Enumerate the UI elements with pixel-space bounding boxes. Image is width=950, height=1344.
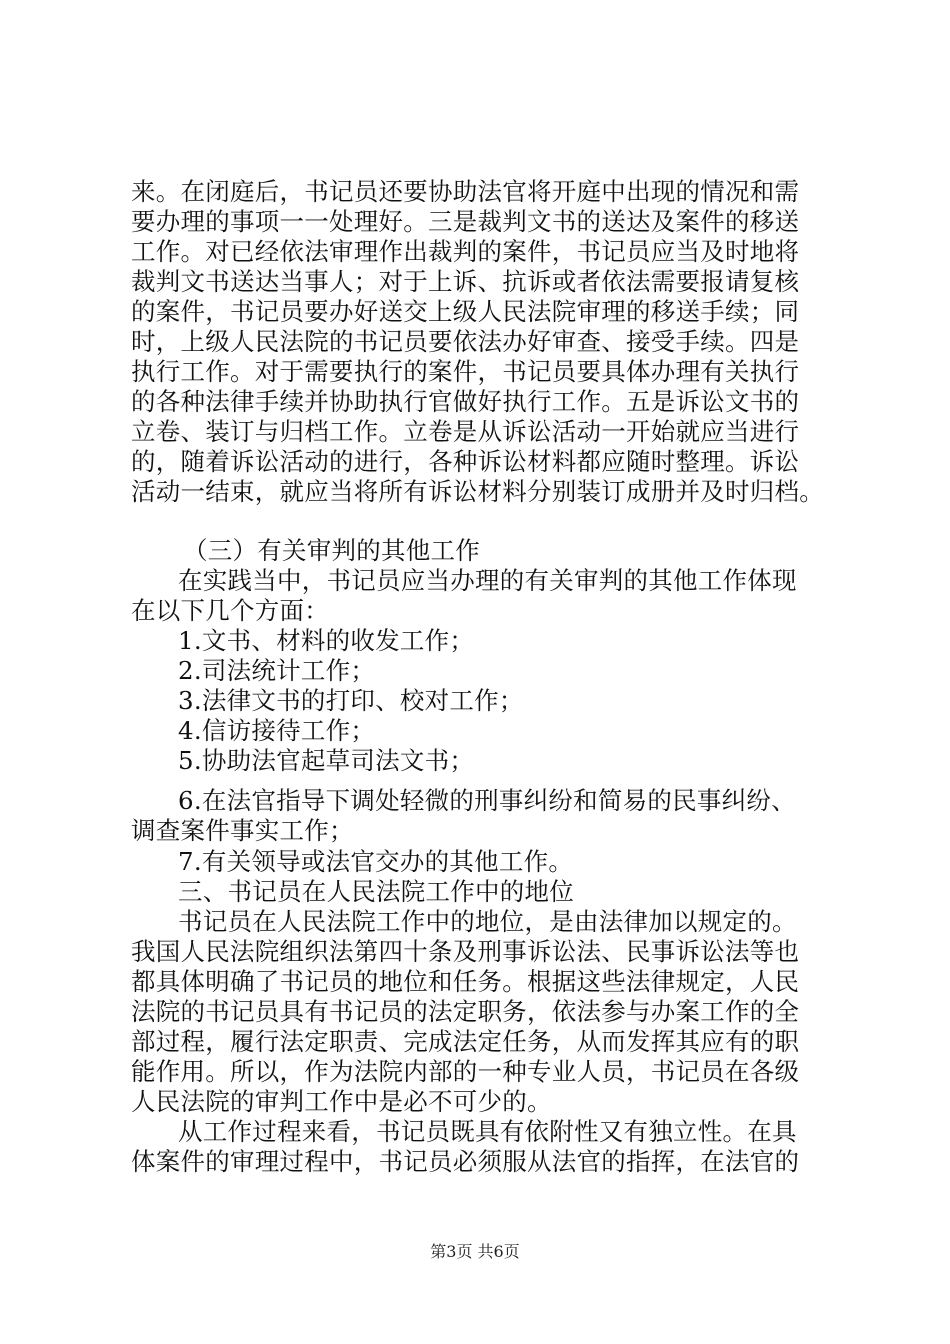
body-text-line: 立卷、装订与归档工作。立卷是从诉讼活动一开始就应当进行 <box>131 417 800 446</box>
body-text-line: 书记员在人民法院工作中的地位，是由法律加以规定的。 <box>178 907 797 936</box>
body-text-line: 的各种法律手续并协助执行官做好执行工作。五是诉讼文书的 <box>131 387 800 416</box>
body-text-line: 的，随着诉讼活动的进行，各种诉讼材料都应随时整理。诉讼 <box>131 447 800 476</box>
section-heading: 三、书记员在人民法院工作中的地位 <box>178 877 574 906</box>
body-text-line: 法院的书记员具有书记员的法定职务，依法参与办案工作的全 <box>131 997 800 1026</box>
list-item: 4.信访接待工作； <box>178 716 376 745</box>
body-text-line: 工作。对已经依法审理作出裁判的案件，书记员应当及时地将 <box>131 237 800 266</box>
body-text-line: 执行工作。对于需要执行的案件，书记员要具体办理有关执行 <box>131 357 800 386</box>
body-text-line: 我国人民法院组织法第四十条及刑事诉讼法、民事诉讼法等也 <box>131 937 800 966</box>
list-item: 1.文书、材料的收发工作； <box>178 626 475 655</box>
list-item: 3.法律文书的打印、校对工作； <box>178 686 524 715</box>
body-text-line: 在实践当中，书记员应当办理的有关审判的其他工作体现 <box>178 566 797 595</box>
section-heading: （三）有关审判的其他工作 <box>183 536 480 565</box>
body-text-line: 要办理的事项一一处理好。三是裁判文书的送达及案件的移送 <box>131 207 800 236</box>
body-text-line: 都具体明确了书记员的地位和任务。根据这些法律规定，人民 <box>131 967 800 996</box>
list-item: 5.协助法官起草司法文书； <box>178 746 475 775</box>
list-item: 2.司法统计工作； <box>178 656 376 685</box>
body-text-line: 调查案件事实工作； <box>131 816 354 845</box>
body-text-line: 在以下几个方面： <box>131 596 329 625</box>
list-item: 7.有关领导或法官交办的其他工作。 <box>178 847 574 876</box>
page-footer: 第3页 共6页 <box>430 1242 520 1261</box>
body-text-line: 体案件的审理过程中，书记员必须服从法官的指挥，在法官的 <box>131 1147 800 1176</box>
body-text-line: 来。在闭庭后，书记员还要协助法官将开庭中出现的情况和需 <box>131 177 800 206</box>
body-text-line: 能作用。所以，作为法院内部的一种专业人员，书记员在各级 <box>131 1057 800 1086</box>
body-text-line: 活动一结束，就应当将所有诉讼材料分别装订成册并及时归档。 <box>131 477 824 506</box>
body-text-line: 从工作过程来看，书记员既具有依附性又有独立性。在具 <box>178 1117 797 1146</box>
body-text-line: 的案件，书记员要办好送交上级人民法院审理的移送手续；同 <box>131 297 800 326</box>
body-text-line: 时，上级人民法院的书记员要依法办好审查、接受手续。四是 <box>131 327 800 356</box>
body-text-line: 部过程，履行法定职责、完成法定任务，从而发挥其应有的职 <box>131 1027 800 1056</box>
body-text-line: 裁判文书送达当事人；对于上诉、抗诉或者依法需要报请复核 <box>131 267 800 296</box>
body-text-line: 人民法院的审判工作中是必不可少的。 <box>131 1087 552 1116</box>
list-item: 6.在法官指导下调处轻微的刑事纠纷和简易的民事纠纷、 <box>178 786 796 815</box>
